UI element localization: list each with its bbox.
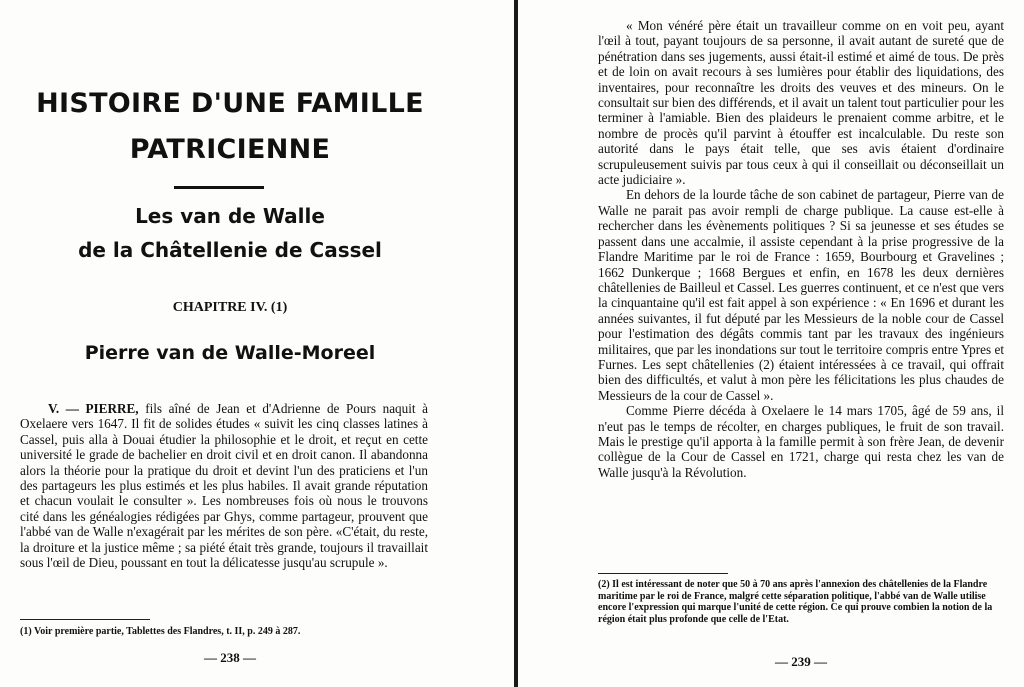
paragraph-lead: V. — PIERRE, [48,401,139,416]
right-footnote: (2) Il est intéressant de noter que 50 à 70 ans après l'annexion des châtellenies de la Flandre maritime par le roi de France, malgré cette séparation politique, l'abbé van de Walle utilise encore l'expression qui marque l'unité de cette région. Ce qui prouve combien la notion de la région était plus profonde que celle de l'Etat. [598,579,993,625]
subtitle-line-1: Les van de Walle [135,204,325,228]
right-paragraph-2: En dehors de la lourde tâche de son cabinet de partageur, Pierre van de Walle ne parait pas avoir rempli de charge publique. La cause est-elle à rechercher dans les évènements politiques ? Si sa jeunesse et ses études se passent dans une accalmie, il assiste cependant à la prise progressive de la Flandre Maritime par le roi de France : 1659, Bourbourg et Gravelines ; 1662 Dunkerque ; 1668 Bergues et enfin, en 1678 les deux dernières châtellenies de Bailleul et Cassel. Les guerres continuent, et ce n'est que vers la cinquantaine qu'il est fait appel à son expérience : « En 1696 et durant les années suivantes, il fut député par les Messieurs de la noble cour de Cassel pour l'estimation des dégâts commis tant par les travaux des ingénieurs militaires, que par les inondations sur tout le territoire compris entre Ypres et Furnes. Les sept châtellenies (2) étaient intéressées à ce travail, qui offrait bien des difficultés, et valut à mon père les félicitations les plus chaudes de Messieurs de la cour de Cassel ». [598,187,1004,403]
right-page [524,0,1024,687]
right-body [598,18,1004,480]
right-paragraph-1: « Mon vénéré père était un travailleur comme on en voit peu, ayant l'œil à tout, payant toujours de sa personne, il avait autant de sureté que de pénétration dans ses jugements, aussi était-il estimé et aimé de tous. De près et de loin on avait recours à ses lumières pour établir des liquidations, des inventaires, pour reconnaître les droits des veuves et des mineurs. On le consultait sur bien des différends, et il avait un talent tout particulier pour les terminer à l'amiable. Bien des plaideurs le prenaient comme arbitre, et le nombre de procès qu'il parvint à étouffer est incalculable. Du reste son autorité dans le pays était telle, que ses avis étaient d'ordinaire scrupuleusement suivis par tous ceux à qui il conseillait ou déconseillait un acte judiciaire ». [598,18,1004,188]
title-rule [174,186,264,189]
title-line-1: HISTOIRE D'UNE FAMILLE [36,88,424,119]
right-paragraph-3: Comme Pierre décéda à Oxelaere le 14 mars 1705, âgé de 59 ans, il n'eut pas le temps de récolter, en charges publiques, le fruit de son travail. Mais le prestige qu'il apporta à la famille permit à son frère Jean, de devenir collègue de la Cour de Cassel en 1721, charge qui resta chez les van de Walle jusqu'à la Révolution. [598,403,1004,480]
left-body [20,401,428,570]
person-heading: Pierre van de Walle-Moreel [84,342,376,364]
footnote-rule [598,573,728,574]
right-page-number: — 239 — [775,654,827,669]
subtitle-line-2: de la Châtellenie de Cassel [78,238,382,262]
left-page-number: — 238 — [204,650,256,665]
title-line-2: PATRICIENNE [129,134,331,165]
footnote-rule [20,619,150,620]
paragraph-body: fils aîné de Jean et d'Adrienne de Pours naquit à Oxelaere vers 1647. Il fit de solides études « suivit les cinq classes latines à Cassel, puis alla à Douai étudier la philosophie et le droit, et reçut en cette université le grade de bachelier en droit civil et en droit canon. Il abandonna alors la théorie pour la pratique du droit et devint l'un des praticiens et l'un des partageurs les plus estimés et les plus habiles. Il avait grande réputation et chacun voulait le consulter ». Les nombreuses fois où nous le trouvons cité dans les généalogies rédigées par Ghys, comme partageur, prouvent que l'abbé van de Walle n'exagérait par les mérites de son père. «C'était, du reste, la droiture et la justice même ; sa piété était très grande, toujours il travaillait sous l'œil de Dieu, poussant en tout la délicatesse jusqu'au scrupule ». [20,401,428,571]
chapter-heading: CHAPITRE IV. (1) [172,300,288,315]
left-paragraph [20,401,428,570]
book-gutter [514,0,518,687]
left-footnote: (1) Voir première partie, Tablettes des Flandres, t. II, p. 249 à 287. [20,626,301,637]
